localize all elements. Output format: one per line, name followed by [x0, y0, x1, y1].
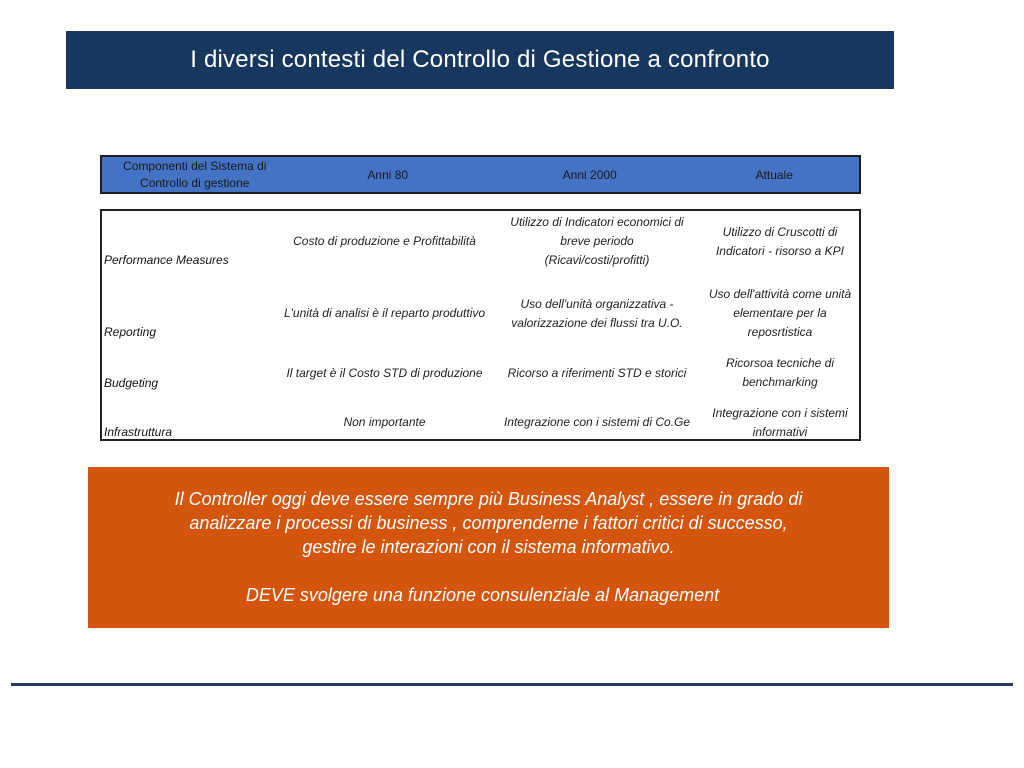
header-components — [102, 158, 286, 192]
table-header — [100, 155, 861, 194]
cell-line: Ricorso a riferimenti STD e storici — [507, 366, 687, 380]
cell-anni-2000 — [497, 213, 697, 270]
cell-line: informativi — [752, 425, 808, 439]
header-anni-2000: Anni 2000 — [562, 167, 617, 182]
cell-attuale — [700, 354, 860, 392]
table-row-infrastruttura — [102, 401, 859, 441]
cell-line: Costo di produzione e Profittabilità — [293, 234, 476, 248]
callout-line: gestire le interazioni con il sistema informativo. — [302, 537, 675, 557]
header-components-line2: Controllo di gestione — [140, 175, 250, 190]
cell-line: Integrazione con i sistemi di Co.Ge — [503, 415, 691, 429]
controller-callout — [88, 467, 889, 628]
cell-attuale — [700, 285, 860, 342]
table-row-reporting — [102, 283, 859, 343]
slide-title: I diversi contesti del Controllo di Gestione a confronto — [190, 46, 770, 73]
footer-divider — [11, 683, 1013, 686]
cell-line: reposrtistica — [747, 325, 813, 339]
cell-line: Ricorsoa tecniche di — [725, 356, 835, 370]
row-label: Infrastruttura — [104, 425, 173, 439]
cell-anni-2000 — [497, 413, 697, 432]
cell-line: breve periodo — [560, 234, 634, 248]
comparison-table — [100, 209, 861, 441]
cell-line: Non importante — [343, 415, 426, 429]
table-row-budgeting — [102, 351, 859, 397]
cell-line: benchmarking — [742, 375, 818, 389]
cell-anni-80 — [282, 364, 487, 383]
cell-anni-80 — [282, 232, 487, 251]
cell-line: Il target è il Costo STD di produzione — [286, 366, 483, 380]
callout-line: Il Controller oggi deve essere sempre più Business Analyst , essere in grado di — [174, 489, 803, 509]
cell-line: Utilizzo di Indicatori economici di — [510, 215, 684, 229]
row-label: Budgeting — [104, 376, 159, 390]
cell-line: Uso dell'unità organizzativa - — [520, 297, 674, 311]
table-row-performance — [102, 211, 859, 279]
cell-line: (Ricavi/costi/profitti) — [544, 253, 650, 267]
cell-line: Utilizzo di Cruscotti di — [722, 225, 838, 239]
header-components-line1: Componenti del Sistema di — [123, 158, 267, 173]
cell-attuale — [700, 404, 860, 442]
cell-line: Integrazione con i sistemi — [712, 406, 848, 420]
callout-conclusion: DEVE svolgere una funzione consulenziale al Management — [245, 585, 720, 605]
cell-line: Indicatori - risorso a KPI — [715, 244, 845, 258]
cell-anni-80 — [282, 413, 487, 432]
cell-line: L'unità di analisi è il reparto produttivo — [283, 306, 486, 320]
cell-line: Uso dell'attività come unità — [708, 287, 852, 301]
cell-attuale — [700, 223, 860, 261]
cell-anni-2000 — [497, 295, 697, 333]
row-label: Reporting — [104, 325, 157, 339]
cell-anni-80 — [282, 304, 487, 323]
cell-line: valorizzazione dei flussi tra U.O. — [511, 316, 683, 330]
header-anni-80: Anni 80 — [367, 167, 409, 182]
title-bar — [66, 31, 894, 89]
cell-anni-2000 — [497, 364, 697, 383]
row-label: Performance Measures — [104, 253, 229, 267]
callout-line: analizzare i processi di business , comprenderne i fattori critici di successo, — [189, 513, 788, 533]
cell-line: elementare per la — [733, 306, 827, 320]
header-attuale: Attuale — [755, 167, 793, 182]
